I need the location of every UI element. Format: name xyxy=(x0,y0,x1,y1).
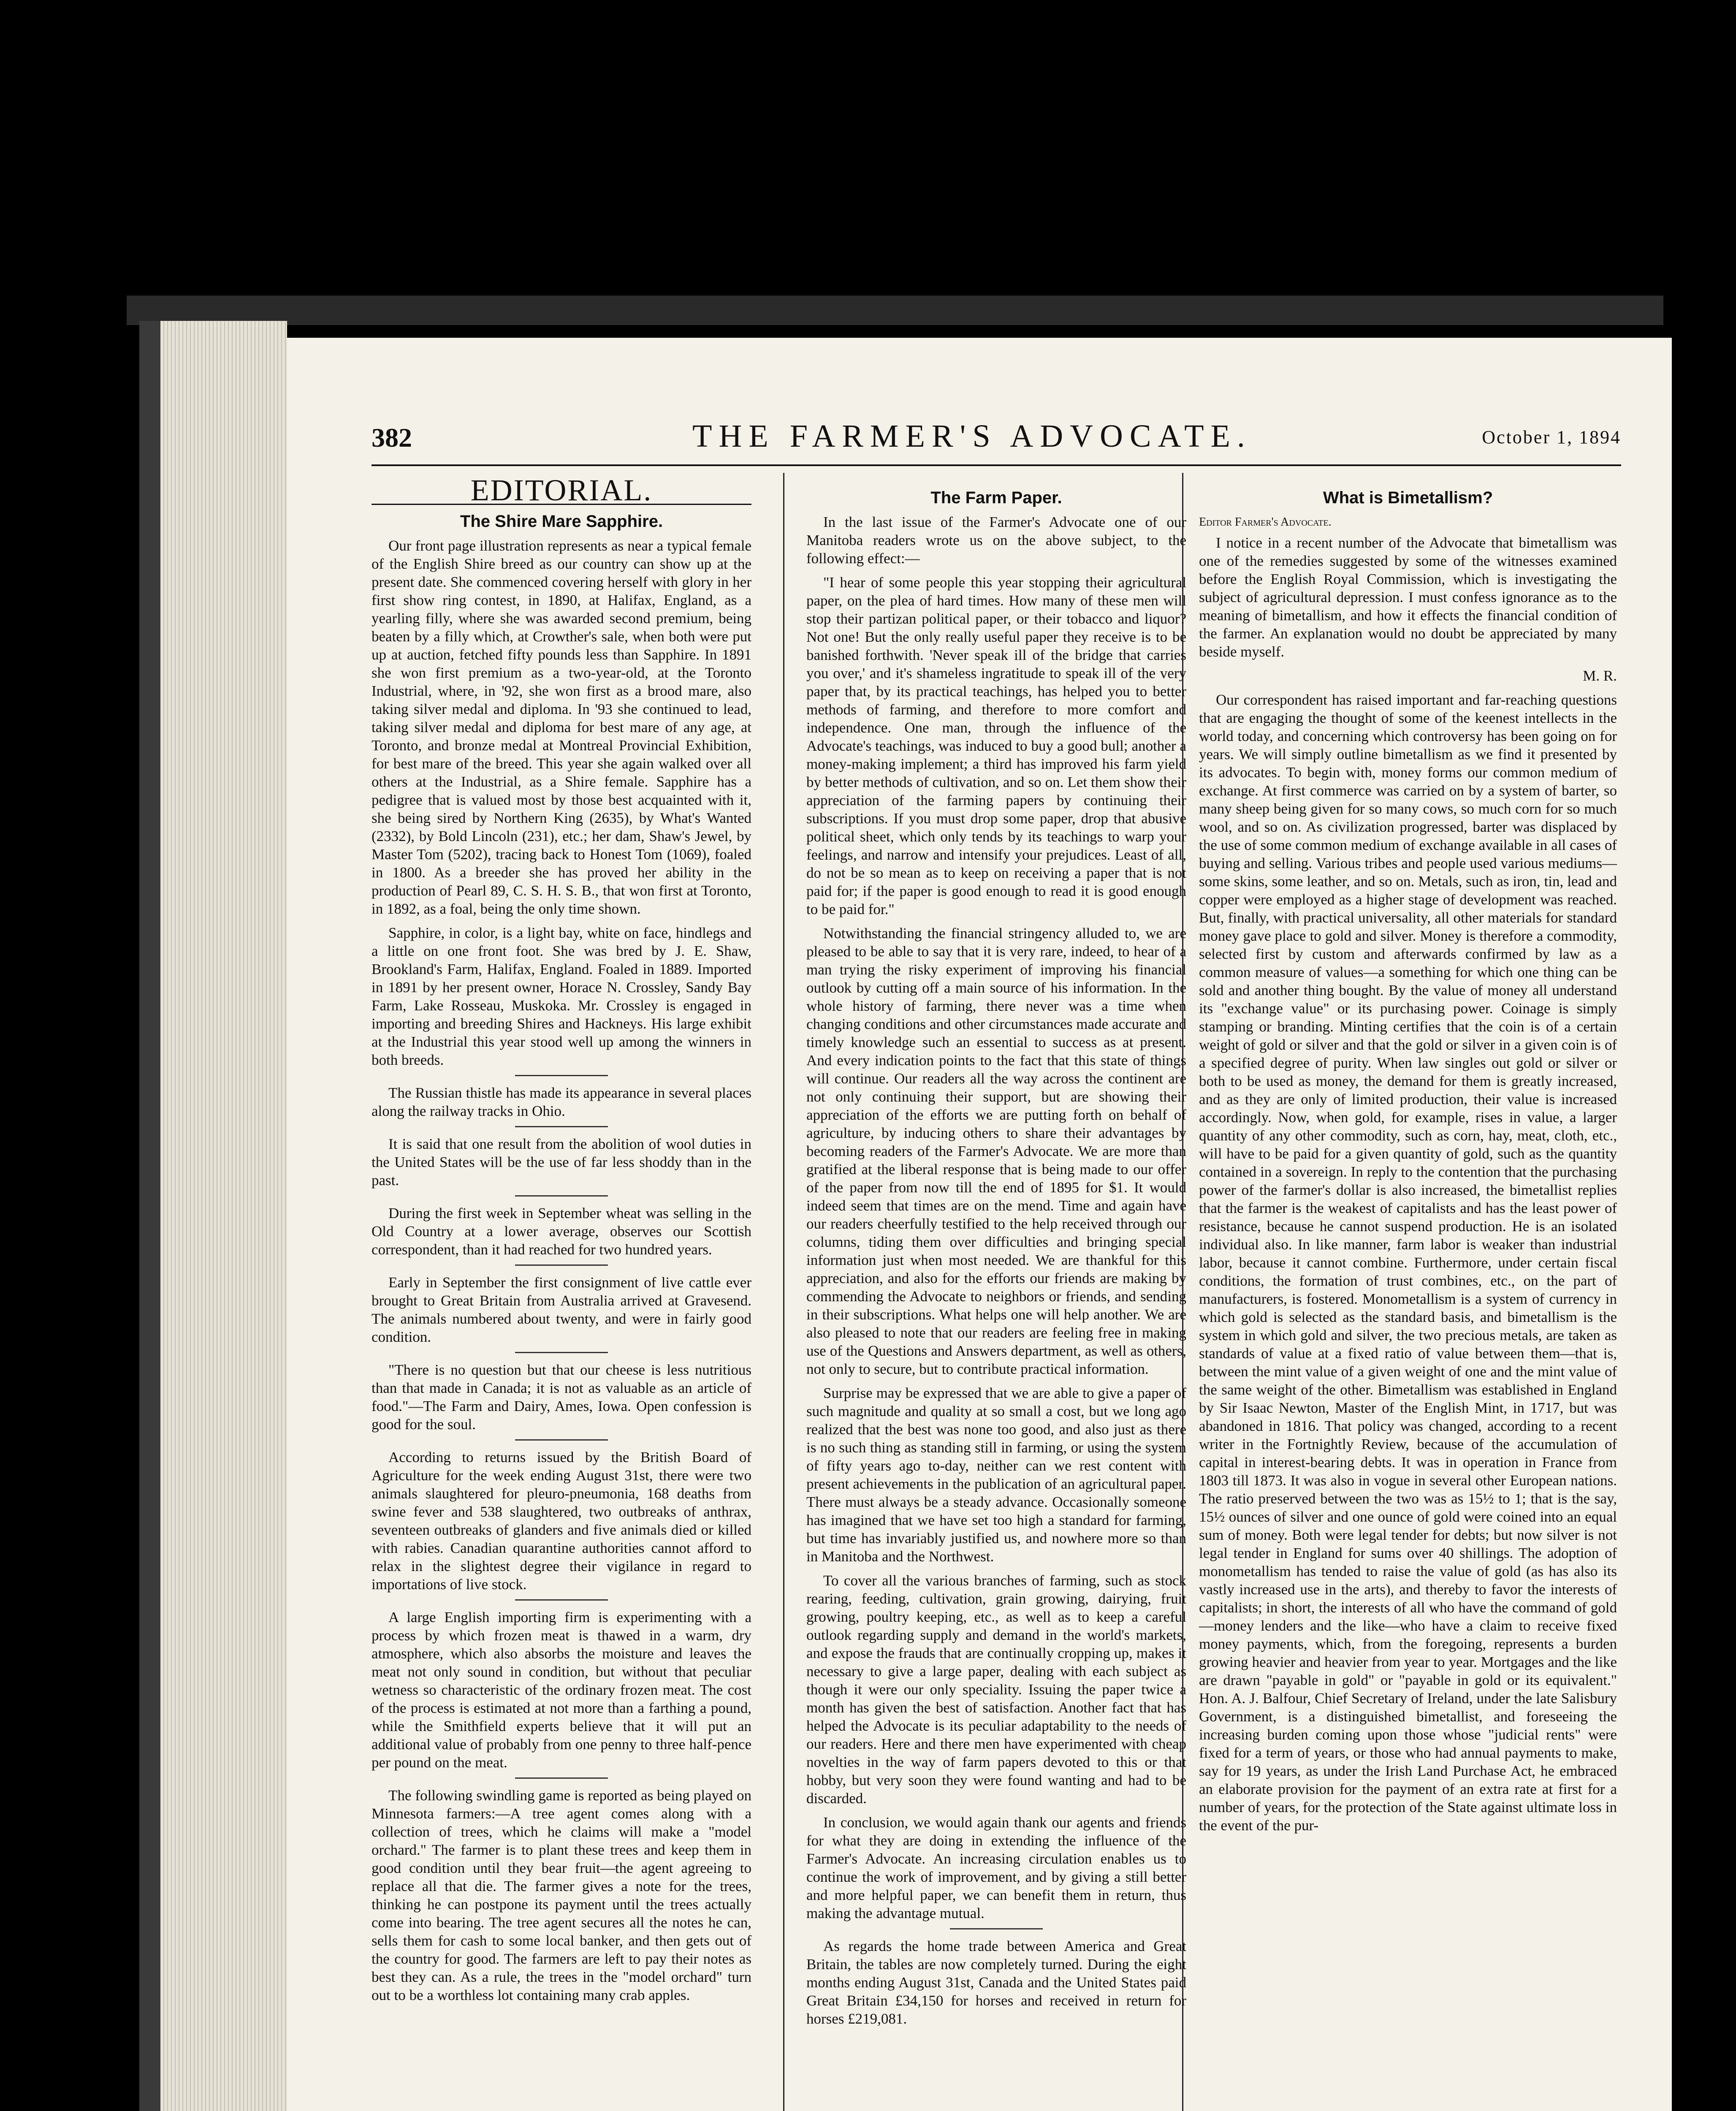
divider xyxy=(515,1126,608,1127)
page-edges xyxy=(160,321,287,2111)
news-item: As regards the home trade between America and Great Britain, the tables are now completely turned. During the eight months ending August 31st, Canada and the United States paid Great Britain £34,150 for horses and received in return for horses £219,081. xyxy=(806,1938,1186,2027)
news-item: During the first week in September wheat was selling in the Old Country at a lower average, observes our Scottish correspondent, than it had reached for two hundred years. xyxy=(372,1205,751,1258)
divider xyxy=(950,1928,1043,1929)
paragraph: Our correspondent has raised important and far-reaching questions that are engaging the thought of some of the keenest intellects in the world today, and concerning which controversy has been going on for years. We will simply outline bimetallism as we find it presented by its advocates. To begin with, money forms our common medium of exchange. At first commerce was carried on by a system of barter, so many sheep being given for so many cows, so much corn for so much wool, and so on. As civilization progressed, barter was displaced by the use of some common medium of exchange available in all cases of buying and selling. Various tribes and people used various mediums—some skins, some leather, and so on. Metals, such as iron, tin, lead and copper were employed as a higher stage of development was reached. But, finally, with practical universality, all other materials for standard money gave place to gold and silver. Money is therefore a commodity, selected first by custom and afterwards confirmed by law as a common measure of values—a something for which one thing can be sold and another thing bought. By the value of money all understand its "exchange value" or its purchasing power. Coinage is simply stamping or branding. Minting certifies that the coin is of a certain weight of gold or silver and that the gold or silver in a given coin is of a specified degree of purity. When law singles out gold or silver or both to be used as money, the demand for them is greatly increased, and as they are only of limited production, their value is increased accordingly. Now, when gold, for example, rises in value, a larger quantity of any other commodity, such as corn, hay, meat, cloth, etc., will have to be paid for a given quantity of gold, such as the quantity contained in a sovereign. In reply to the contention that the purchasing power of the farmer's dollar is also increased, the bimetallist replies that the farmer is the weakest of capitalists and has the least power of resistance, because he cannot suspend production. He is an isolated individual also. In like manner, farm labor is weaker than industrial labor, because it cannot combine. Furthermore, under certain fiscal conditions, the formation of trust combines, etc., on the part of manufacturers, is fostered. Monometallism is a system of currency in which gold is selected as the standard basis, and bimetallism is the system in which gold and silver, the two precious metals, are taken as standards of value at a fixed ratio of value between them—that is, between the mint value of a given weight of one and the mint value of the same weight of the other. Bimetallism was established in England by Sir Isaac Newton, Master of the English Mint, in 1717, but was abandoned in 1816. That policy was changed, according to a recent writer in the Fortnightly Review, because of the accumulation of capital in interest-bearing debts. It was in operation in France from 1803 till 1873. It was also in vogue in several other European nations. The ratio preserved between the two was as 15½ to 1; that is the say, 15½ ounces of silver and one ounce of gold were coined into an equal sum of money. Both were legal tender for debts; but now silver is not legal tender in England for sums over 40 shillings. The adoption of monometallism has tended to raise the value of gold (as has also its vastly increased use in the arts), and thereby to favor the interests of capitalists; in short, the interests of all who have the command of gold—money lenders and the like—who have a claim to receive fixed money payments, which, from the foregoing, represents a burden growing heavier and heavier from year to year. Mortgages and the like are drawn "payable in gold" or "payable in gold or its equivalent." Hon. A. J. Balfour, Chief Secretary of Ireland, under the late Salisbury Government, is a distinguished bimetallist, and foreseeing the increasing burden coming upon those whose "judicial rents" were fixed for a term of years, or those who had annual payments to make, say for 19 years, as under the Irish Land Purchase Act, he embraced an elaborate provision for the payment of an extra rate at first for a number of years, for the protection of the State against ultimate loss in the event of the pur- xyxy=(1199,692,1617,1834)
letter-text: I notice in a recent number of the Advocate that bimetallism was one of the remedies suggested by some of the witnesses examined before the English Royal Commission, which is investigating the subject of agricultural depression. I must confess ignorance as to the meaning of bimetallism, and how it effects the financial condition of the farmer. An explanation would no doubt be appreciated by many beside myself. xyxy=(1199,535,1617,660)
news-item: It is said that one result from the abolition of wool duties in the United States will be the use of far less shoddy than in the past. xyxy=(372,1136,751,1188)
column-divider xyxy=(783,473,784,2111)
news-item: The Russian thistle has made its appearance in several places along the railway tracks in Ohio. xyxy=(372,1085,751,1119)
divider xyxy=(515,1439,608,1441)
divider xyxy=(515,1352,608,1353)
news-item: Early in September the first consignment of live cattle ever brought to Great Britain from Australia arrived at Gravesend. The animals numbered about twenty, and were in fairly good condition. xyxy=(372,1274,751,1345)
header-rule xyxy=(372,464,1621,466)
divider xyxy=(515,1195,608,1197)
divider xyxy=(515,1075,608,1076)
news-item: The following swindling game is reported as being played on Minnesota farmers:—A tree agent comes along with a collection of trees, which he claims will make a "model orchard." The farmer is to plant these trees and keep them in good condition until they bear fruit—the agent agreeing to replace all that die. The farmer gives a note for the trees, thinking he can postpone its payment until the trees actually come into bearing. The tree agent secures all the notes he can, sells them for cash to some local banker, and then gets out of the country for good. The farmers are left to pay their notes as best they can. As a rule, the trees in the "model orchard" turn out to be a worthless lot containing many crab apples. xyxy=(372,1787,751,2003)
quoted-letter: "I hear of some people this year stopping their agricultural paper, on the plea of hard times. How many of these men will stop their partizan political paper, or their tobacco and liquor? Not one! But the only really useful paper they receive is to be banished forthwith. 'Never speak ill of the bridge that carries you over,' and it's shameless ingratitude to speak ill of the very paper that, by its practical teachings, has helped you to better methods of farming, and therefore to more comfort and independence. One man, through the influence of the Advocate's teachings, was induced to buy a good bull; another a money-making implement; a third has improved his farm yield by better methods of cultivation, and so on. Let them show their appreciation of the farming papers by continuing their subscriptions. If you must drop some paper, drop that abusive political sheet, which only tends by its teachings to warp your feelings, and narrow and intensify your prejudices. Least of all, do not be so mean as to keep on receiving a paper that is not paid for; if the paper is good enough to read it is good enough to be paid for." xyxy=(806,574,1186,917)
news-item: A large English importing firm is experimenting with a process by which frozen meat is thawed in a warm, dry atmosphere, which also absorbs the moisture and leaves the meat not only sound in condition, but without that peculiar wetness so characteristic of the ordinary frozen meat. The cost of the process is estimated at not more than a farthing a pound, while the Smithfield experts believe that it will put an additional value of probably from one penny to three half-pence per pound on the meat. xyxy=(372,1609,751,1771)
paragraph: To cover all the various branches of farming, such as stock rearing, feeding, cultivation, grain growing, dairying, fruit growing, poultry keeping, etc., as well as to keep a careful outlook regarding supply and demand in the world's markets, and expose the frauds that are continually cropping up, makes it necessary to give a large paper, dealing with each subject as though it were our only speciality. Issuing the paper twice a month has given the best of satisfaction. Another fact that has helped the Advocate is its peculiar adaptability to the needs of our readers. Here and there men have experimented with cheap novelties in the way of farm papers devoted to this or that hobby, but very soon they were found wanting and had to be discarded. xyxy=(806,1572,1186,1807)
divider xyxy=(515,1777,608,1779)
book-binding xyxy=(127,296,1663,325)
paragraph: Our front page illustration represents as near a typical female of the English Shire breed as our country can show up at the present date. She commenced covering herself with glory in her first show ring contest, in 1890, at Halifax, England, as a yearling filly, where she was awarded second premium, being beaten by a filly which, at Crowther's sale, when both were put up at auction, fetched fifty pounds less than Sapphire. In 1891 she won first premium as a two-year-old, at the Toronto Industrial, where, in '92, she won first as a brood mare, also taking silver medal and diploma. In '93 she continued to lead, taking silver medal and diploma for best mare of any age, at Toronto, and bronze medal at Montreal Provincial Exhibition, for best mare of the breed. This year she again walked over all others at the Industrial, as a Shire female. Sapphire has a pedigree that is valued most by those best acquainted with it, she being sired by Northern King (2635), by What's Wanted (2332), by Bold Lincoln (231), etc.; her dam, Shaw's Jewel, by Master Tom (5202), tracing back to Honest Tom (1069), foaled in 1800. As a breeder she has proved her ability in the production of Pearl 89, C. S. H. S. B., that won first at Toronto, in 1892, as a foal, being the only time shown. xyxy=(372,537,751,917)
column-bimetallism xyxy=(1199,481,1617,1840)
section-heading: EDITORIAL. xyxy=(372,481,751,505)
issue-date: October 1, 1894 xyxy=(1482,427,1621,448)
paragraph: Surprise may be expressed that we are able to give a paper of such magnitude and quality at so small a cost, but we long ago realized that the best was none too good, and also just as there is no such thing as standing still in farming, or using the system of fifty years ago to-day, neither can we rest content with present achievements in the publication of an agricultural paper. There must always be a steady advance. Occasionally someone has imagined that we have set too high a standard for farming, but time has invariably justified us, and nowhere more so than in Manitoba and the Northwest. xyxy=(806,1385,1186,1565)
signature: M. R. xyxy=(1583,667,1617,684)
paragraph: Sapphire, in color, is a light bay, white on face, hindlegs and a little on one front foot. She was bred by J. E. Shaw, Brookland's Farm, Halifax, England. Foaled in 1889. Imported in 1891 by her present owner, Horace N. Crossley, Sandy Bay Farm, Lake Rosseau, Muskoka. Mr. Crossley is engaged in importing and breeding Shires and Hackneys. His large exhibit at the Industrial this year stood well up among the winners in both breeds. xyxy=(372,925,751,1068)
paragraph: Notwithstanding the financial stringency alluded to, we are pleased to be able to say that it is very rare, indeed, to hear of a man trying the risky experiment of improving his financial outlook by cutting off a main source of his information. In the whole history of farming, there never was a time when changing conditions and other circumstances made accurate and timely knowledge such an essential to success as at present. And every indication points to the fact that this state of things will continue. Our readers all the way across the continent are not only continuing their support, but are showing their appreciation of the efforts we are putting forth on behalf of agriculture, by inducing others to share their advantages by becoming readers of the Farmer's Advocate. We are more than gratified at the liberal response that is being made to our offer of the paper from now till the end of 1895 for $1. It would indeed seem that times are on the mend. Time and again have our readers cheerfully testified to the help received through our columns, tiding them over difficulties and bringing special information just when most needed. We are thankful for this appreciation, and also for the efforts our friends are making by commending the Advocate to neighbors or friends, and sending in their subscriptions. What helps one will help another. We are also pleased to note that our readers are feeling free in making use of the Questions and Answers department, as well as others, not only to secure, but to contribute practical information. xyxy=(806,925,1186,1377)
page-number: 382 xyxy=(372,423,412,453)
divider xyxy=(515,1599,608,1601)
paragraph: In conclusion, we would again thank our agents and friends for what they are doing in extending the influence of the Farmer's Advocate. An increasing circulation enables us to continue the work of improvement, and by giving a still better and more helpful paper, we can benefit them in return, thus making the advantage mutual. xyxy=(806,1814,1186,1921)
news-item: "There is no question but that our cheese is less nutritious than that made in Canada; it is not as valuable as an article of food."—The Farm and Dairy, Ames, Iowa. Open confession is good for the soul. xyxy=(372,1362,751,1433)
masthead-title: THE FARMER'S ADVOCATE. xyxy=(692,418,1252,454)
column-editorial xyxy=(372,473,751,2010)
column-farm-paper xyxy=(806,481,1186,2034)
news-item: According to returns issued by the British Board of Agriculture for the week ending August 31st, there were two animals slaughtered for pleuro-pneumonia, 168 deaths from swine fever and 538 slaughtered, two outbreaks of anthrax, seventeen outbreaks of glanders and five animals died or killed with rabies. Canadian quarantine authorities cannot afford to relax in the slightest degree their vigilance in regard to importations of live stock. xyxy=(372,1449,751,1593)
paragraph: In the last issue of the Farmer's Advocate one of our Manitoba readers wrote us on the above subject, to the following effect:— xyxy=(806,514,1186,567)
article-title: What is Bimetallism? xyxy=(1323,488,1493,507)
divider xyxy=(515,1264,608,1266)
article-title: The Farm Paper. xyxy=(930,488,1062,507)
byline: Editor Farmer's Advocate. xyxy=(1199,516,1332,529)
article-title: The Shire Mare Sapphire. xyxy=(460,512,663,531)
page-header xyxy=(372,418,1621,460)
